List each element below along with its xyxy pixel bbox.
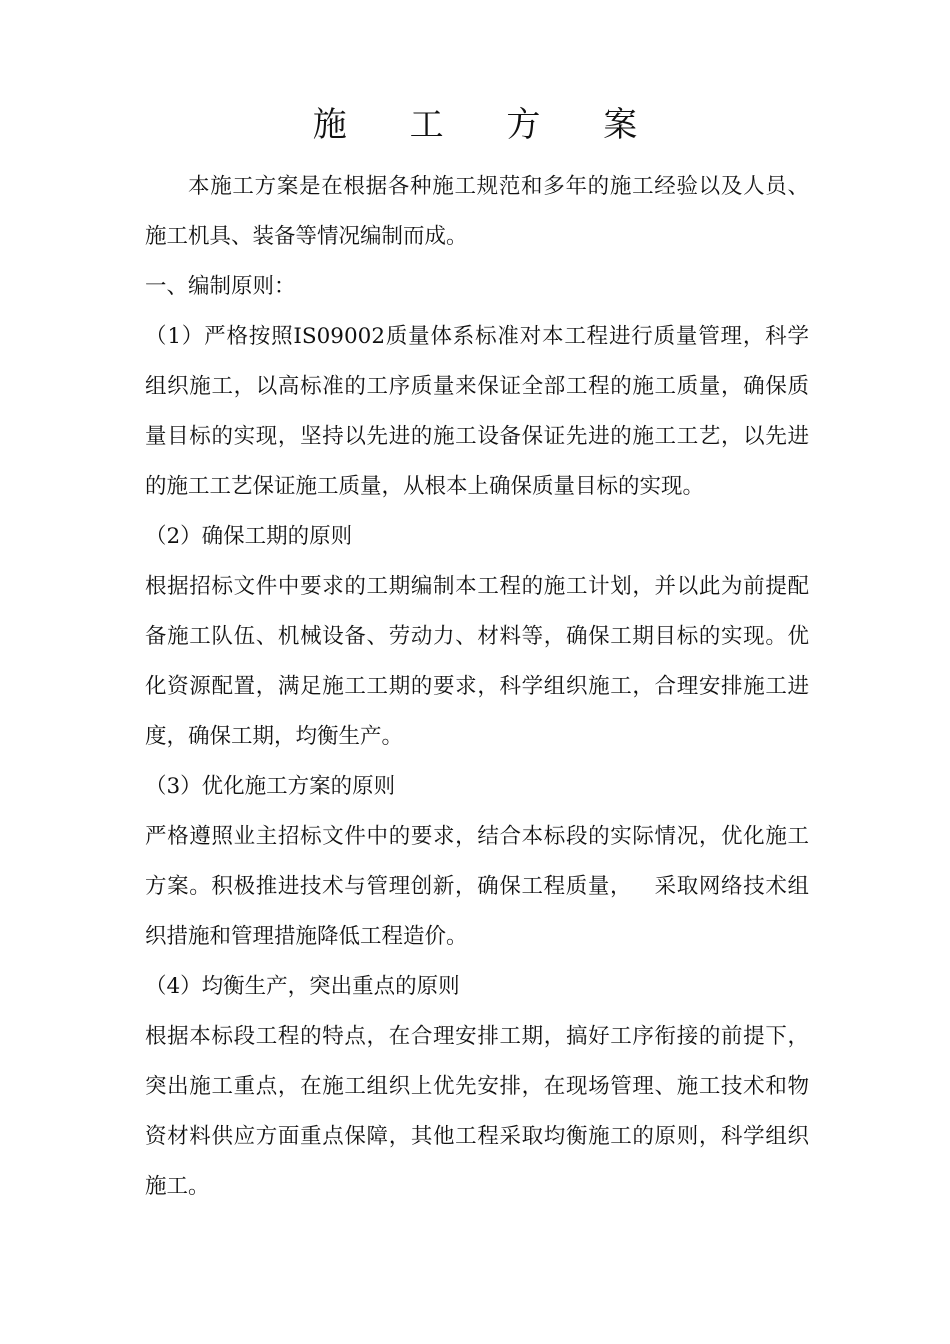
principle-4-heading: （4）均衡生产，突出重点的原则	[145, 974, 460, 999]
document-body	[145, 162, 809, 1212]
intro-paragraph: 本施工方案是在根据各种施工规范和多年的施工经验以及人员、施工机具、装备等情况编制而成。	[145, 174, 809, 249]
document-title: 施 工 方 案	[312, 105, 664, 145]
principle-2-heading: （2）确保工期的原则	[145, 524, 353, 549]
principle-1-paragraph: （1）严格按照IS09002质量体系标准对本工程进行质量管理，科学组织施工，以高标准的工序质量来保证全部工程的施工质量，确保质量目标的实现，坚持以先进的施工设备保证先进的施工工艺，以先进的施工工艺保证施工质量，从根本上确保质量目标的实现。	[145, 324, 809, 499]
principle-3-heading: （3）优化施工方案的原则	[145, 774, 396, 799]
section-heading-principles: 一、编制原则：	[145, 274, 296, 299]
principle-2-paragraph: 根据招标文件中要求的工期编制本工程的施工计划，并以此为前提配备施工队伍、机械设备、劳动力、材料等，确保工期目标的实现。优化资源配置，满足施工工期的要求，科学组织施工，合理安排施工进度，确保工期，均衡生产。	[145, 574, 809, 749]
principle-4-paragraph: 根据本标段工程的特点，在合理安排工期，搞好工序衔接的前提下，突出施工重点，在施工组织上优先安排，在现场管理、施工技术和物资材料供应方面重点保障，其他工程采取均衡施工的原则，科学组织施工。	[145, 1024, 809, 1199]
principle-3-paragraph: 严格遵照业主招标文件中的要求，结合本标段的实际情况，优化施工方案。积极推进技术与管理创新，确保工程质量， 采取网络技术组织措施和管理措施降低工程造价。	[145, 824, 809, 949]
